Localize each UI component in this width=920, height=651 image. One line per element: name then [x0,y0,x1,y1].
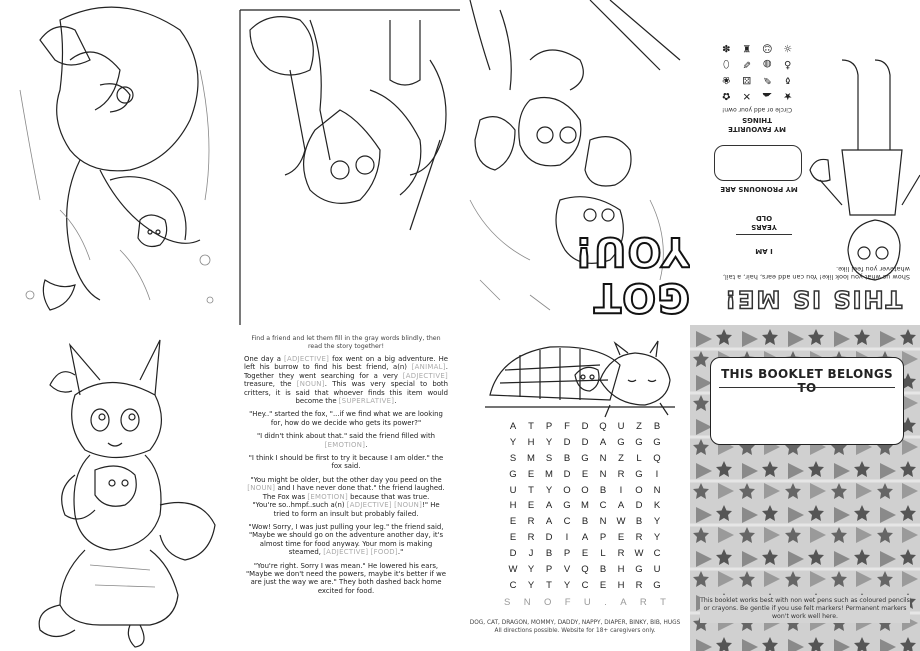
blank-noun[interactable]: [NOUN] [296,380,325,389]
word-search-letter[interactable]: U [653,564,661,576]
word-search-letter[interactable]: A [581,532,589,544]
star-icon[interactable]: ★ [783,90,793,101]
coloring-group-panel [230,0,690,325]
word-search-letter[interactable]: B [599,484,607,496]
bottle-icon[interactable]: ⚱ [783,74,792,85]
story-panel [230,325,460,651]
word-search-letter[interactable]: P [545,564,553,576]
word-search-letter[interactable]: R [617,468,625,480]
word-search-letter[interactable]: D [509,548,517,560]
blank-emotion[interactable]: [EMOTION] [307,492,348,501]
circle-hint: Circle or add your own! [721,106,793,113]
ball-icon[interactable]: ◍ [762,58,772,69]
story-paragraph-1: One day a [ADJECTIVE] fox went on a big adventure. He left his burrow to find his best friend, a(n) [ANIMAL]. Together they went searching for a very [ADJECTIVE] treasure, the [NOUN]. This was very special to both critters, it is said that whoever finds this item would become the [SUPERLATIVE]. [244,355,448,406]
word-search-letter[interactable]: S [545,452,553,464]
egg-icon[interactable]: ⬯ [723,58,730,69]
blank-noun[interactable]: [NOUN] [247,484,276,493]
age-line[interactable] [736,234,792,235]
story-paragraph-4: "I think I should be first to try it because I am older." the fox said. [248,454,444,471]
booklet-usage-note: This booklet works best with non wet pens such as coloured pencils or crayons. Be gentle if you use felt markers! Permanent markers won't work well here. [700,595,910,623]
word-search-letter[interactable]: E [527,468,535,480]
cloud-icon[interactable]: ☁ [762,90,773,101]
word-search-letter[interactable]: O [563,484,571,496]
years-old-label: YEARS OLD [751,214,777,231]
word-search-letter[interactable]: C [653,548,661,560]
booklet-owner-panel [690,325,920,651]
got-you-title: GOT YOU! [573,228,690,320]
word-search-letter[interactable]: Y [527,564,535,576]
word-search-letter[interactable]: T [528,484,534,496]
i-am-label: I AM [755,247,773,255]
word-search-letter[interactable]: W [634,548,644,560]
word-search-letter[interactable]: W [616,516,626,528]
word-search-letter[interactable]: A [545,500,553,512]
word-search-letter[interactable]: B [635,516,643,528]
website-letter: O [543,597,552,608]
favourite-icons-grid [718,42,796,101]
pen-icon[interactable]: ✐ [742,58,751,69]
word-search-letter[interactable]: D [635,500,643,512]
word-search-letter[interactable]: Y [509,436,517,448]
word-search-letter[interactable]: E [599,579,607,591]
blank-adjective[interactable]: [ADJECTIVE] [283,355,330,363]
word-search-letter[interactable]: F [564,421,570,432]
story-paragraph-3: "I didn't think about that." said the friend filled with [EMOTION]. [256,432,436,449]
word-search-letter[interactable]: H [617,564,625,576]
word-search-letter[interactable]: M [545,468,553,480]
story-paragraph-5: "You might be older, but the other day you peed on the [NOUN] and I have never done that." the friend laughed. [247,475,445,493]
word-search-letter[interactable]: G [635,468,643,480]
word-search-letter[interactable]: C [563,516,571,528]
word-search-letter[interactable]: G [653,436,661,448]
pencil-icon[interactable]: ✎ [763,74,772,85]
coloring-mermaid-panel [0,0,230,325]
word-search-letter[interactable]: G [635,564,643,576]
word-search-letter[interactable]: E [617,532,625,544]
flower-icon[interactable]: ✽ [722,42,731,53]
dice-icon[interactable]: ⚄ [742,74,752,85]
word-search-letter[interactable]: Y [545,436,553,448]
word-search-letter[interactable]: Y [527,579,535,591]
word-search-letter[interactable]: U [509,484,517,496]
word-search-letter[interactable]: G [617,436,625,448]
word-search-letter[interactable]: R [635,532,643,544]
word-search-letter[interactable]: C [599,500,607,512]
blank-emotion[interactable]: [EMOTION] [324,440,366,449]
website-letter: F [564,597,571,608]
word-search-letter[interactable]: N [599,468,607,480]
word-search-letter[interactable]: H [527,436,535,448]
word-search-letter[interactable]: I [655,468,659,480]
word-search-letter[interactable]: H [617,579,625,591]
owner-name-box[interactable] [710,357,904,445]
word-search-letter[interactable]: E [509,516,517,528]
website-letter: A [620,597,627,608]
word-search-letter[interactable]: Y [563,579,571,591]
blank-adjective[interactable]: [ADJECTIVE] [323,548,369,557]
word-search-letter[interactable]: H [509,500,517,512]
blank-animal[interactable]: [ANIMAL] [411,363,446,372]
blank-adjective[interactable]: [ADJECTIVE] [402,371,448,380]
this-is-me-title: THIS IS ME! [723,285,902,313]
word-search-letter[interactable]: N [653,484,661,496]
favourite-things-label: MY FAVOURITE THINGS [728,116,786,133]
word-search-letter[interactable]: A [599,436,607,448]
word-search-letter[interactable]: A [509,421,517,432]
word-search-letter[interactable]: D [581,421,589,432]
pronouns-label: MY PRONOUNS ARE [720,185,798,193]
website-letter: R [639,597,647,608]
word-search-letter[interactable]: O [581,484,589,496]
word-search-letter[interactable]: Y [545,484,553,496]
word-search-letter[interactable]: G [563,500,571,512]
word-search-letter[interactable]: R [527,532,535,544]
story-paragraph-6: The Fox was [EMOTION] because that was true. [262,492,430,501]
this-is-me-panel [690,0,920,325]
word-search-letter[interactable]: G [509,468,517,480]
word-search-letter[interactable]: K [653,500,661,512]
word-search-letter[interactable]: O [635,484,643,496]
word-search-letter[interactable]: Q [581,564,589,576]
blank-adjective[interactable]: [ADJECTIVE] [346,501,392,510]
story-body [244,355,448,600]
word-search-letter[interactable]: Z [636,421,642,432]
blank-food[interactable]: [FOOD] [370,548,398,557]
word-search-letter[interactable]: I [565,532,569,544]
word-search-letter[interactable]: S [509,452,517,464]
word-search-letter[interactable]: B [599,564,607,576]
story-paragraph-2: "Hey.." started the fox, "...if we find what we are looking for, how do we decide who gets its power?" [249,410,443,427]
story-paragraph-9: "You're right. Sorry I was mean." He lowered his ears, "Maybe we don't need the powers, maybe it's better if we are just the way we are." They both dashed back home excited for food. [246,561,446,595]
sun-icon[interactable]: ☼ [783,42,793,53]
story-intro: Find a friend and let them fill in the gray words blindly, then read the story together! [251,335,441,350]
word-search-letter[interactable]: Q [653,452,661,464]
word-search-letter[interactable]: U [617,421,625,432]
word-search-letter[interactable]: M [527,452,535,464]
fox-illustration [0,325,230,651]
booklet-belongs-title: THIS BOOKLET BELONGS TO [721,367,893,395]
blank-superlative[interactable]: [SUPERLATIVE] [338,397,395,406]
word-search-letter[interactable]: R [635,579,643,591]
pronouns-box[interactable] [714,145,802,181]
this-is-me-instructions: Show us what you look like! You can add ears, hair, a tail, whatever you feel like. [722,265,910,281]
word-search-letter[interactable]: N [599,452,607,464]
word-search-letter[interactable]: E [581,548,589,560]
word-search-letter[interactable]: L [636,452,642,464]
word-search-letter[interactable]: Z [618,452,624,464]
cross-icon[interactable]: ✕ [742,90,751,101]
mermaid-illustration [0,0,230,325]
word-search-letter[interactable]: D [581,436,589,448]
paw-icon[interactable]: ✿ [722,90,731,101]
word-search-letter[interactable]: E [509,532,517,544]
website-letter: S [504,597,511,608]
word-search-letter[interactable]: Y [653,532,661,544]
word-search-letter[interactable]: B [563,452,571,464]
word-search-letter[interactable]: T [528,421,534,432]
word-search-letter[interactable]: C [509,579,517,591]
word-search-grid[interactable] [504,419,666,594]
word-search-letter[interactable]: I [619,484,623,496]
word-search-letter[interactable]: D [545,532,553,544]
sleeping-critters-illustration [460,325,690,420]
word-search-letter[interactable]: T [546,579,552,591]
word-search-letter[interactable]: P [563,548,571,560]
word-search-letter[interactable]: G [581,452,589,464]
word-search-letter[interactable]: C [581,579,589,591]
word-search-letter[interactable]: P [599,532,607,544]
title-underline [719,387,895,388]
word-search-letter[interactable]: M [581,500,589,512]
word-list: DOG, CAT, DRAGON, MOMMY, DADDY, NAPPY, DIAPER, BINKY, BIB, HUGS All directions possible. Website for 18+ caregivers only. [469,620,681,634]
word-search-letter[interactable]: B [545,548,553,560]
word-search-letter[interactable]: R [527,516,535,528]
balloon-icon[interactable]: ♁ [784,58,792,69]
word-search-letter[interactable]: E [581,468,589,480]
coloring-fox-panel [0,325,230,651]
story-paragraph-8: "Wow! Sorry, I was just pulling your leg." the friend said, "Maybe we should go on the adventure another day, it's almost time for food anyway. Your mom is making steamed, [ADJECTIVE] [FOOD]." [248,522,444,557]
word-search-panel [460,325,690,651]
word-search-letter[interactable]: L [600,548,606,560]
word-search-letter[interactable]: J [528,548,534,560]
website-letter: N [523,597,531,608]
word-search-letter[interactable]: G [653,579,661,591]
blank-noun[interactable]: [NOUN] [394,501,423,510]
paw-icon[interactable]: ❀ [722,74,731,85]
website-letter: T [660,597,666,608]
word-search-letter[interactable]: D [563,468,571,480]
word-search-letter[interactable]: D [563,436,571,448]
word-search-letter[interactable]: Q [599,421,607,432]
word-search-letter[interactable]: B [581,516,589,528]
word-search-letter[interactable]: R [617,548,625,560]
word-search-letter[interactable]: A [545,516,553,528]
word-search-letter[interactable]: V [563,564,571,576]
story-paragraph-7: "You're so..hmpf..such a(n) [ADJECTIVE] [NOUN]!" He tried to form an insult but probably failed. [252,501,440,518]
word-search-letter[interactable]: G [635,436,643,448]
word-search-letter[interactable]: W [508,564,518,576]
word-search-letter[interactable]: A [617,500,625,512]
word-search-letter[interactable]: P [545,421,553,432]
word-search-letter[interactable]: Y [653,516,661,528]
website-letters [504,597,666,608]
face-icon[interactable]: ☺ [762,42,773,53]
shirt-icon[interactable]: ♜ [742,42,752,53]
word-search-letter[interactable]: B [653,421,661,432]
website-letter: . [604,597,607,608]
word-search-letter[interactable]: E [527,500,535,512]
website-letter: U [583,597,591,608]
word-search-letter[interactable]: N [599,516,607,528]
